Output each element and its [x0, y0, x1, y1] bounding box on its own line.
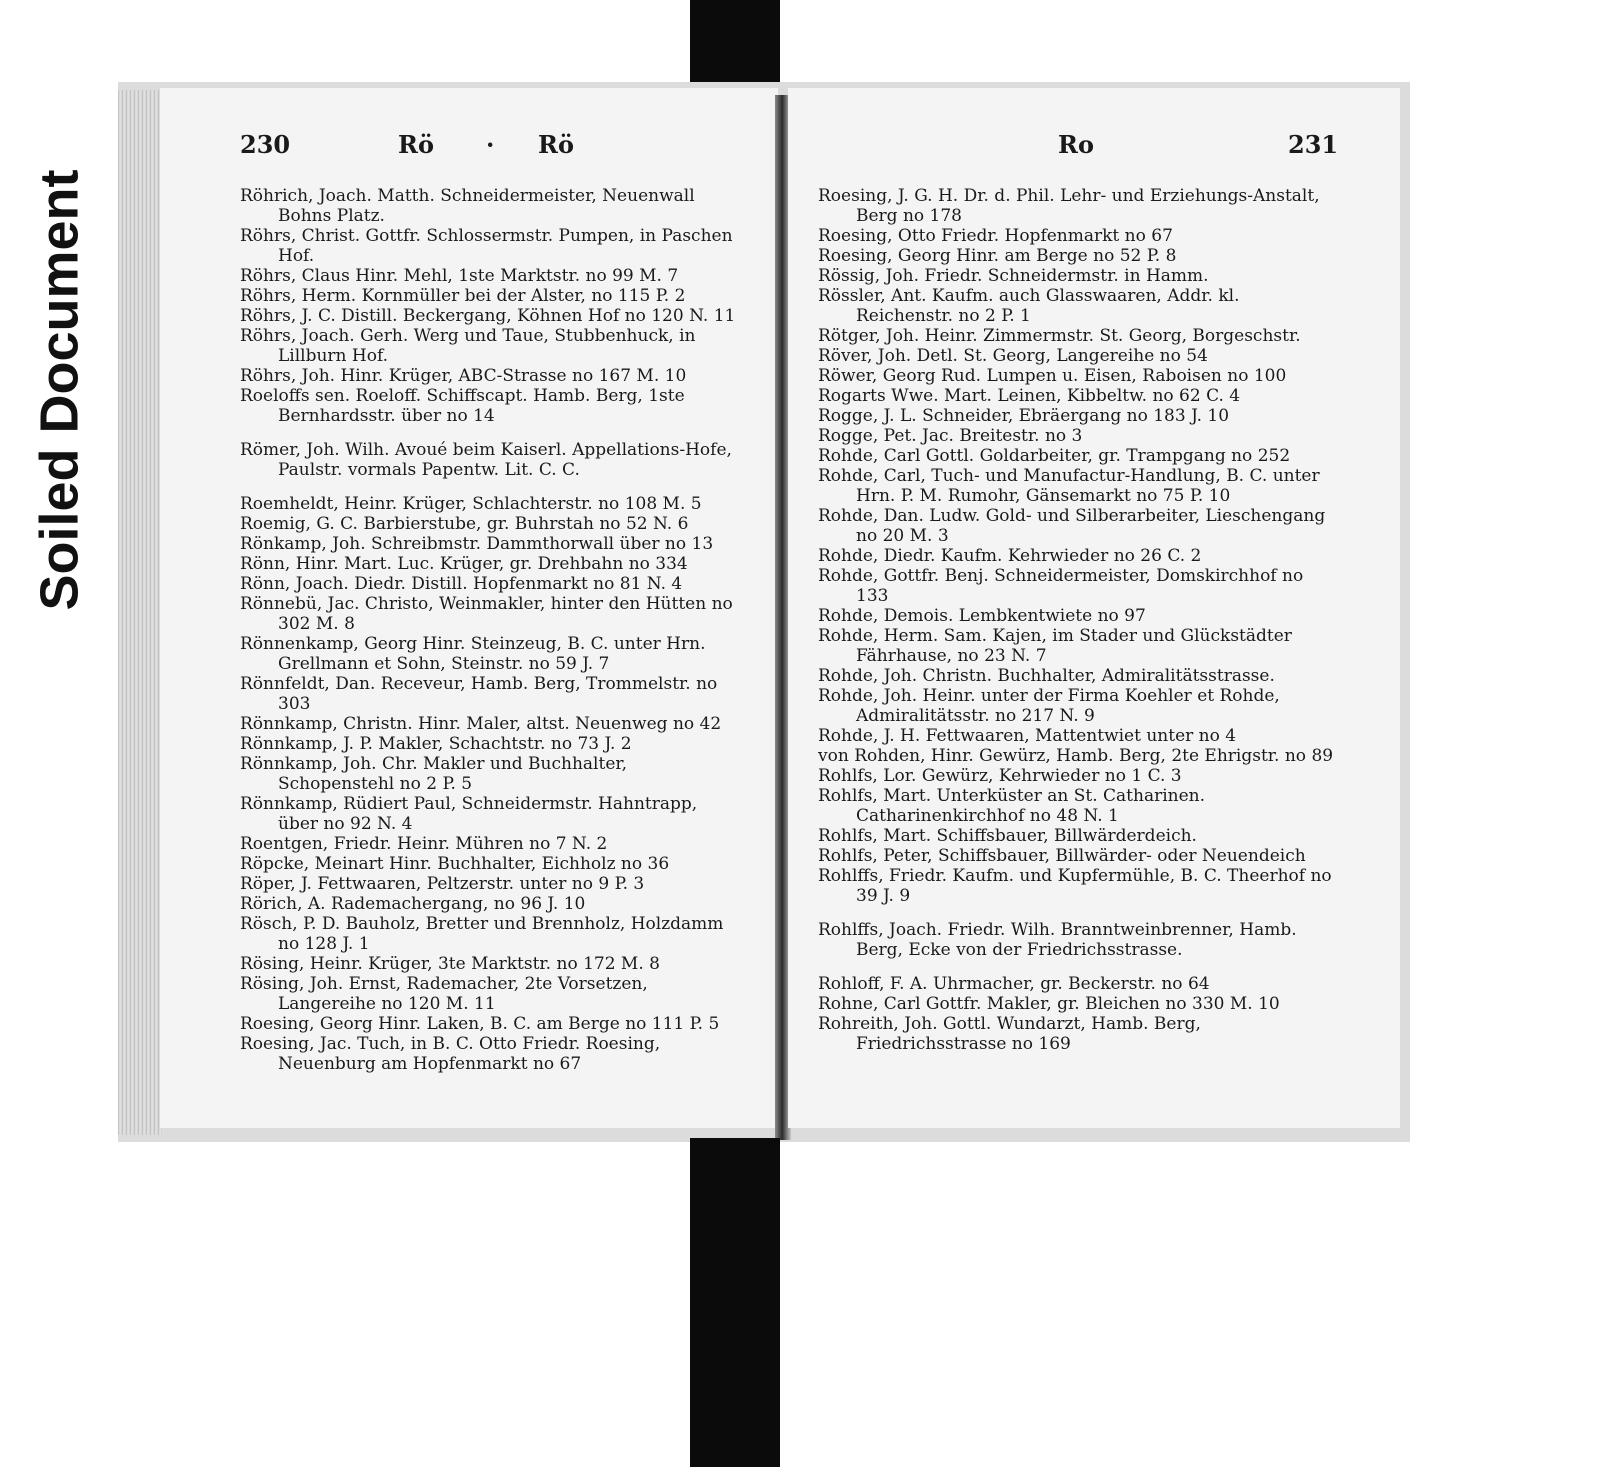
- directory-entry: Röhrich, Joach. Matth. Schneidermeister, Neuenwall Bohns Platz.: [240, 186, 695, 226]
- directory-entry: Römer, Joh. Wilh. Avoué beim Kaiserl. Appellations-Hofe, Paulstr. vormals Papentw. Lit. C. C.: [240, 440, 732, 480]
- directory-entry: Rössig, Joh. Friedr. Schneidermstr. in Hamm.: [818, 266, 1209, 286]
- entry-list: [240, 186, 740, 1074]
- directory-entry: Rohde, Herm. Sam. Kajen, im Stader und Glückstädter Fährhause, no 23 N. 7: [818, 626, 1292, 666]
- directory-entry: Roemig, G. C. Barbierstube, gr. Buhrstah no 52 N. 6: [240, 514, 689, 534]
- directory-entry: Rohlffs, Joach. Friedr. Wilh. Branntweinbrenner, Hamb. Berg, Ecke von der Friedrichsstrasse.: [818, 920, 1297, 960]
- separator: ·: [486, 130, 495, 159]
- directory-entry: Rösing, Heinr. Krüger, 3te Marktstr. no 172 M. 8: [240, 954, 660, 974]
- directory-entry: Rösch, P. D. Bauholz, Bretter und Brennholz, Holzdamm no 128 J. 1: [240, 914, 724, 954]
- directory-entry: Rönnenkamp, Georg Hinr. Steinzeug, B. C. unter Hrn. Grellmann et Sohn, Steinstr. no 59 J. 7: [240, 634, 706, 674]
- directory-entry: Röver, Joh. Detl. St. Georg, Langereihe no 54: [818, 346, 1208, 366]
- directory-entry: Röwer, Georg Rud. Lumpen u. Eisen, Raboisen no 100: [818, 366, 1287, 386]
- directory-entry: Röhrs, Joh. Hinr. Krüger, ABC-Strasse no 167 M. 10: [240, 366, 687, 386]
- directory-entry: Rönkamp, Joh. Schreibmstr. Dammthorwall über no 13: [240, 534, 714, 554]
- directory-entry: Roesing, Georg Hinr. Laken, B. C. am Berge no 111 P. 5: [240, 1014, 720, 1034]
- stamp-label: Soiled Document: [30, 169, 91, 611]
- running-head: Ro: [1058, 130, 1094, 159]
- directory-entry: Röhrs, Christ. Gottfr. Schlossermstr. Pumpen, in Paschen Hof.: [240, 226, 733, 266]
- running-head: Rö: [398, 130, 434, 159]
- entry-gap: [818, 906, 1338, 920]
- directory-entry: Rönnfeldt, Dan. Receveur, Hamb. Berg, Trommelstr. no 303: [240, 674, 718, 714]
- running-head: Rö: [538, 130, 574, 159]
- directory-entry: Rohde, Carl Gottl. Goldarbeiter, gr. Trampgang no 252: [818, 446, 1291, 466]
- directory-entry: Rogge, J. L. Schneider, Ebräergang no 183 J. 10: [818, 406, 1230, 426]
- directory-entry: Rohlfs, Lor. Gewürz, Kehrwieder no 1 C. 3: [818, 766, 1182, 786]
- directory-entry: von Rohden, Hinr. Gewürz, Hamb. Berg, 2te Ehrigstr. no 89: [818, 746, 1334, 766]
- directory-entry: Röhrs, J. C. Distill. Beckergang, Köhnen Hof no 120 N. 11: [240, 306, 736, 326]
- right-page-header: [818, 130, 1400, 170]
- directory-entry: Roesing, Otto Friedr. Hopfenmarkt no 67: [818, 226, 1173, 246]
- directory-entry: Rohne, Carl Gottfr. Makler, gr. Bleichen no 330 M. 10: [818, 994, 1280, 1014]
- directory-entry: Rötger, Joh. Heinr. Zimmermstr. St. Georg, Borgeschstr.: [818, 326, 1301, 346]
- directory-entry: Rogge, Pet. Jac. Breitestr. no 3: [818, 426, 1083, 446]
- left-page: [160, 88, 778, 1128]
- page-edges: [118, 90, 162, 1135]
- directory-entry: Rohloff, F. A. Uhrmacher, gr. Beckerstr. no 64: [818, 974, 1210, 994]
- directory-entry: Rohlfs, Mart. Schiffsbauer, Billwärderdeich.: [818, 826, 1197, 846]
- directory-entry: Rohde, Demois. Lembkentwiete no 97: [818, 606, 1146, 626]
- directory-entry: Rohde, Gottfr. Benj. Schneidermeister, Domskirchhof no 133: [818, 566, 1304, 606]
- directory-entry: Rohlfs, Mart. Unterküster an St. Catharinen. Catharinenkirchhof no 48 N. 1: [818, 786, 1205, 826]
- directory-entry: Rönnkamp, Rüdiert Paul, Schneidermstr. Hahntrapp, über no 92 N. 4: [240, 794, 698, 834]
- directory-entry: Röhrs, Joach. Gerh. Werg und Taue, Stubbenhuck, in Lillburn Hof.: [240, 326, 696, 366]
- directory-entry: Rohde, Joh. Heinr. unter der Firma Koehler et Rohde, Admiralitätsstr. no 217 N. 9: [818, 686, 1280, 726]
- directory-entry: Roeloffs sen. Roeloff. Schiffscapt. Hamb. Berg, 1ste Bernhardsstr. über no 14: [240, 386, 685, 426]
- directory-entry: Rösing, Joh. Ernst, Rademacher, 2te Vorsetzen, Langereihe no 120 M. 11: [240, 974, 648, 1014]
- page-number: 231: [1288, 130, 1339, 159]
- soiled-document-stamp: [20, 130, 100, 650]
- left-page-header: [240, 130, 778, 170]
- directory-entry: Röper, J. Fettwaaren, Peltzerstr. unter no 9 P. 3: [240, 874, 645, 894]
- entry-gap: [818, 960, 1338, 974]
- entry-gap: [240, 480, 740, 494]
- directory-entry: Rönnkamp, J. P. Makler, Schachtstr. no 73 J. 2: [240, 734, 632, 754]
- entry-list: [818, 186, 1338, 1054]
- directory-entry: Rohde, Carl, Tuch- und Manufactur-Handlung, B. C. unter Hrn. P. M. Rumohr, Gänsemarkt no 75 P. 10: [818, 466, 1320, 506]
- directory-entry: Rohde, Diedr. Kaufm. Kehrwieder no 26 C. 2: [818, 546, 1202, 566]
- directory-entry: Roesing, Jac. Tuch, in B. C. Otto Friedr. Roesing, Neuenburg am Hopfenmarkt no 67: [240, 1034, 661, 1074]
- directory-entry: Rönn, Hinr. Mart. Luc. Krüger, gr. Drehbahn no 334: [240, 554, 688, 574]
- binding-strip-bottom: [690, 1138, 780, 1467]
- directory-entry: Rössler, Ant. Kaufm. auch Glasswaaren, Addr. kl. Reichenstr. no 2 P. 1: [818, 286, 1240, 326]
- directory-entry: Rönnebü, Jac. Christo, Weinmakler, hinter den Hütten no 302 M. 8: [240, 594, 733, 634]
- directory-entry: Roesing, J. G. H. Dr. d. Phil. Lehr- und Erziehungs-Anstalt, Berg no 178: [818, 186, 1320, 226]
- directory-entry: Rönnkamp, Christn. Hinr. Maler, altst. Neuenweg no 42: [240, 714, 722, 734]
- directory-entry: Roesing, Georg Hinr. am Berge no 52 P. 8: [818, 246, 1177, 266]
- directory-entry: Roemheldt, Heinr. Krüger, Schlachterstr. no 108 M. 5: [240, 494, 702, 514]
- directory-entry: Rohlfs, Peter, Schiffsbauer, Billwärder- oder Neuendeich: [818, 846, 1306, 866]
- directory-entry: Rohde, Dan. Ludw. Gold- und Silberarbeiter, Lieschengang no 20 M. 3: [818, 506, 1326, 546]
- directory-entry: Rönn, Joach. Diedr. Distill. Hopfenmarkt no 81 N. 4: [240, 574, 683, 594]
- directory-entry: Röhrs, Claus Hinr. Mehl, 1ste Marktstr. no 99 M. 7: [240, 266, 679, 286]
- directory-entry: Röpcke, Meinart Hinr. Buchhalter, Eichholz no 36: [240, 854, 670, 874]
- right-page: [788, 88, 1400, 1128]
- directory-entry: Rohlffs, Friedr. Kaufm. und Kupfermühle, B. C. Theerhof no 39 J. 9: [818, 866, 1332, 906]
- directory-entry: Rohde, Joh. Christn. Buchhalter, Admiralitätsstrasse.: [818, 666, 1275, 686]
- directory-entry: Rönnkamp, Joh. Chr. Makler und Buchhalter, Schopenstehl no 2 P. 5: [240, 754, 628, 794]
- directory-entry: Röhrs, Herm. Kornmüller bei der Alster, no 115 P. 2: [240, 286, 686, 306]
- page-number: 230: [240, 130, 291, 159]
- directory-entry: Rörich, A. Rademachergang, no 96 J. 10: [240, 894, 586, 914]
- directory-entry: Rohreith, Joh. Gottl. Wundarzt, Hamb. Berg, Friedrichsstrasse no 169: [818, 1014, 1201, 1054]
- entry-gap: [240, 426, 740, 440]
- directory-entry: Rogarts Wwe. Mart. Leinen, Kibbeltw. no 62 C. 4: [818, 386, 1241, 406]
- directory-entry: Roentgen, Friedr. Heinr. Mühren no 7 N. 2: [240, 834, 608, 854]
- directory-entry: Rohde, J. H. Fettwaaren, Mattentwiet unter no 4: [818, 726, 1237, 746]
